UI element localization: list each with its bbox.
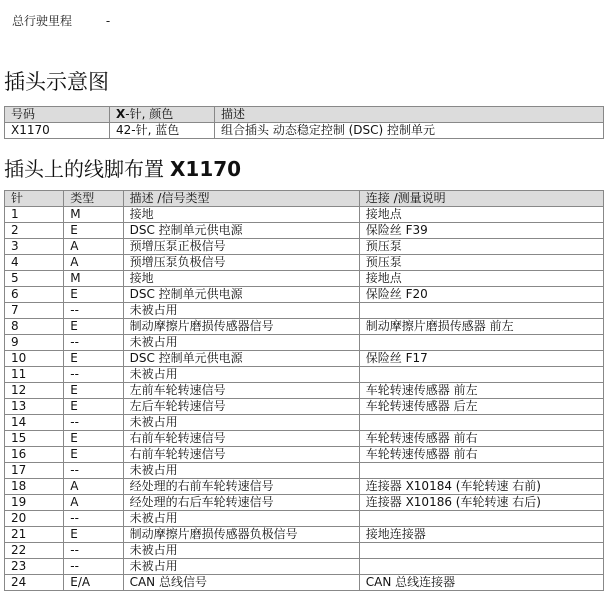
cell-pin: 16 [5,447,64,463]
cell-type: -- [64,335,123,351]
header-pins-x: X [116,107,126,121]
table-row [5,255,604,271]
cell-signal-desc: 经处理的右前车轮转速信号 [123,479,359,495]
cell-pin: 14 [5,415,64,431]
table-row [5,463,604,479]
cell-pin: 17 [5,463,64,479]
cell-connection: 制动摩擦片磨损传感器 前左 [359,319,603,335]
table-row [5,447,604,463]
table-row [5,303,604,319]
header-type: 类型 [64,191,123,207]
cell-signal-desc: 右前车轮转速信号 [123,431,359,447]
cell-connection: 保险丝 F39 [359,223,603,239]
cell-signal-desc: CAN 总线信号 [123,575,359,591]
cell-connection: 预压泵 [359,239,603,255]
cell-type: -- [64,559,123,575]
table-row [5,223,604,239]
cell-type: -- [64,303,123,319]
cell-connection [359,463,603,479]
cell-type: A [64,479,123,495]
cell-connection: 连接器 X10184 (车轮转速 右前) [359,479,603,495]
pin-assignment-table [4,190,604,591]
cell-connection: 车轮转速传感器 前右 [359,447,603,463]
cell-connection: 连接器 X10186 (车轮转速 右后) [359,495,603,511]
cell-pin: 23 [5,559,64,575]
cell-type: E [64,399,123,415]
cell-signal-desc: 左后车轮转速信号 [123,399,359,415]
cell-type: E [64,287,123,303]
cell-type: -- [64,367,123,383]
cell-signal-desc: 制动摩擦片磨损传感器负极信号 [123,527,359,543]
cell-pin: 2 [5,223,64,239]
cell-signal-desc: DSC 控制单元供电源 [123,287,359,303]
mileage-label: 总行驶里程 [12,14,73,28]
cell-type: -- [64,543,123,559]
table-row [5,351,604,367]
table-row [5,335,604,351]
cell-connection [359,511,603,527]
table-row [5,319,604,335]
cell-connection: CAN 总线连接器 [359,575,603,591]
cell-type: A [64,255,123,271]
cell-pin: 9 [5,335,64,351]
cell-pins: 42-针, 蓝色 [110,123,215,139]
cell-pin: 21 [5,527,64,543]
table-row [5,207,604,223]
table-row [5,431,604,447]
cell-signal-desc: 未被占用 [123,543,359,559]
table-row [5,559,604,575]
connector-diagram-title: 插头示意图 [4,70,109,94]
table-row [5,543,604,559]
table-row [5,479,604,495]
cell-pin: 1 [5,207,64,223]
cell-signal-desc: 未被占用 [123,367,359,383]
table-header-row [5,107,604,123]
cell-pin: 18 [5,479,64,495]
table-header-row [5,191,604,207]
cell-code: X1170 [5,123,110,139]
cell-pin: 20 [5,511,64,527]
cell-signal-desc: 预增压泵负极信号 [123,255,359,271]
table-row [5,415,604,431]
pin-assignment-title [4,153,241,182]
header-pins-rest: -针, 颜色 [125,107,174,121]
cell-pin: 22 [5,543,64,559]
cell-type: E [64,223,123,239]
cell-signal-desc: 经处理的右后车轮转速信号 [123,495,359,511]
cell-signal-desc: 未被占用 [123,303,359,319]
cell-signal-desc: 预增压泵正极信号 [123,239,359,255]
cell-pin: 12 [5,383,64,399]
cell-type: M [64,207,123,223]
cell-type: E [64,319,123,335]
cell-type: M [64,271,123,287]
table-row [5,271,604,287]
cell-type: E/A [64,575,123,591]
cell-connection: 车轮转速传感器 前右 [359,431,603,447]
cell-pin: 8 [5,319,64,335]
cell-connection [359,543,603,559]
cell-connection [359,559,603,575]
mileage-value: - [105,14,111,28]
cell-connection: 接地点 [359,207,603,223]
cell-connection: 车轮转速传感器 前左 [359,383,603,399]
cell-type: E [64,447,123,463]
header-pins-color [110,107,215,123]
cell-type: A [64,495,123,511]
cell-pin: 3 [5,239,64,255]
cell-connection: 保险丝 F20 [359,287,603,303]
cell-type: E [64,351,123,367]
cell-signal-desc: DSC 控制单元供电源 [123,223,359,239]
cell-type: A [64,239,123,255]
cell-connection: 车轮转速传感器 后左 [359,399,603,415]
table-row [5,399,604,415]
table-row [5,511,604,527]
cell-connection: 预压泵 [359,255,603,271]
cell-connection: 保险丝 F17 [359,351,603,367]
cell-pin: 15 [5,431,64,447]
table-row [5,383,604,399]
cell-type: -- [64,415,123,431]
cell-signal-desc: 未被占用 [123,335,359,351]
cell-pin: 19 [5,495,64,511]
table-row [5,367,604,383]
table-row [5,123,604,139]
cell-pin: 4 [5,255,64,271]
cell-signal-desc: 接地 [123,207,359,223]
table-row [5,287,604,303]
table-row [5,575,604,591]
header-connection: 连接 /测量说明 [359,191,603,207]
cell-signal-desc: 未被占用 [123,559,359,575]
cell-signal-desc: 接地 [123,271,359,287]
table-row [5,495,604,511]
cell-pin: 11 [5,367,64,383]
pin-rows [5,207,604,591]
cell-connection [359,367,603,383]
header-pin: 针 [5,191,64,207]
cell-type: E [64,431,123,447]
header-signal-desc: 描述 /信号类型 [123,191,359,207]
cell-pin: 5 [5,271,64,287]
cell-pin: 24 [5,575,64,591]
cell-connection [359,415,603,431]
table-row [5,527,604,543]
header-code: 号码 [5,107,110,123]
cell-type: -- [64,463,123,479]
connector-overview-table [4,106,604,139]
pin-assignment-title-text: 插头上的线脚布置 [4,157,164,181]
cell-signal-desc: 制动摩擦片磨损传感器信号 [123,319,359,335]
cell-signal-desc: 未被占用 [123,463,359,479]
cell-connection: 接地点 [359,271,603,287]
cell-description: 组合插头 动态稳定控制 (DSC) 控制单元 [215,123,604,139]
header-description: 描述 [215,107,604,123]
cell-pin: 13 [5,399,64,415]
cell-signal-desc: 未被占用 [123,511,359,527]
cell-type: E [64,527,123,543]
cell-connection [359,335,603,351]
cell-signal-desc: DSC 控制单元供电源 [123,351,359,367]
cell-signal-desc: 右前车轮转速信号 [123,447,359,463]
table-row [5,239,604,255]
cell-signal-desc: 左前车轮转速信号 [123,383,359,399]
cell-type: E [64,383,123,399]
total-mileage [12,12,110,29]
cell-type: -- [64,511,123,527]
cell-pin: 7 [5,303,64,319]
cell-pin: 6 [5,287,64,303]
cell-connection [359,303,603,319]
cell-signal-desc: 未被占用 [123,415,359,431]
cell-connection: 接地连接器 [359,527,603,543]
cell-pin: 10 [5,351,64,367]
pin-assignment-code: X1170 [170,157,242,181]
